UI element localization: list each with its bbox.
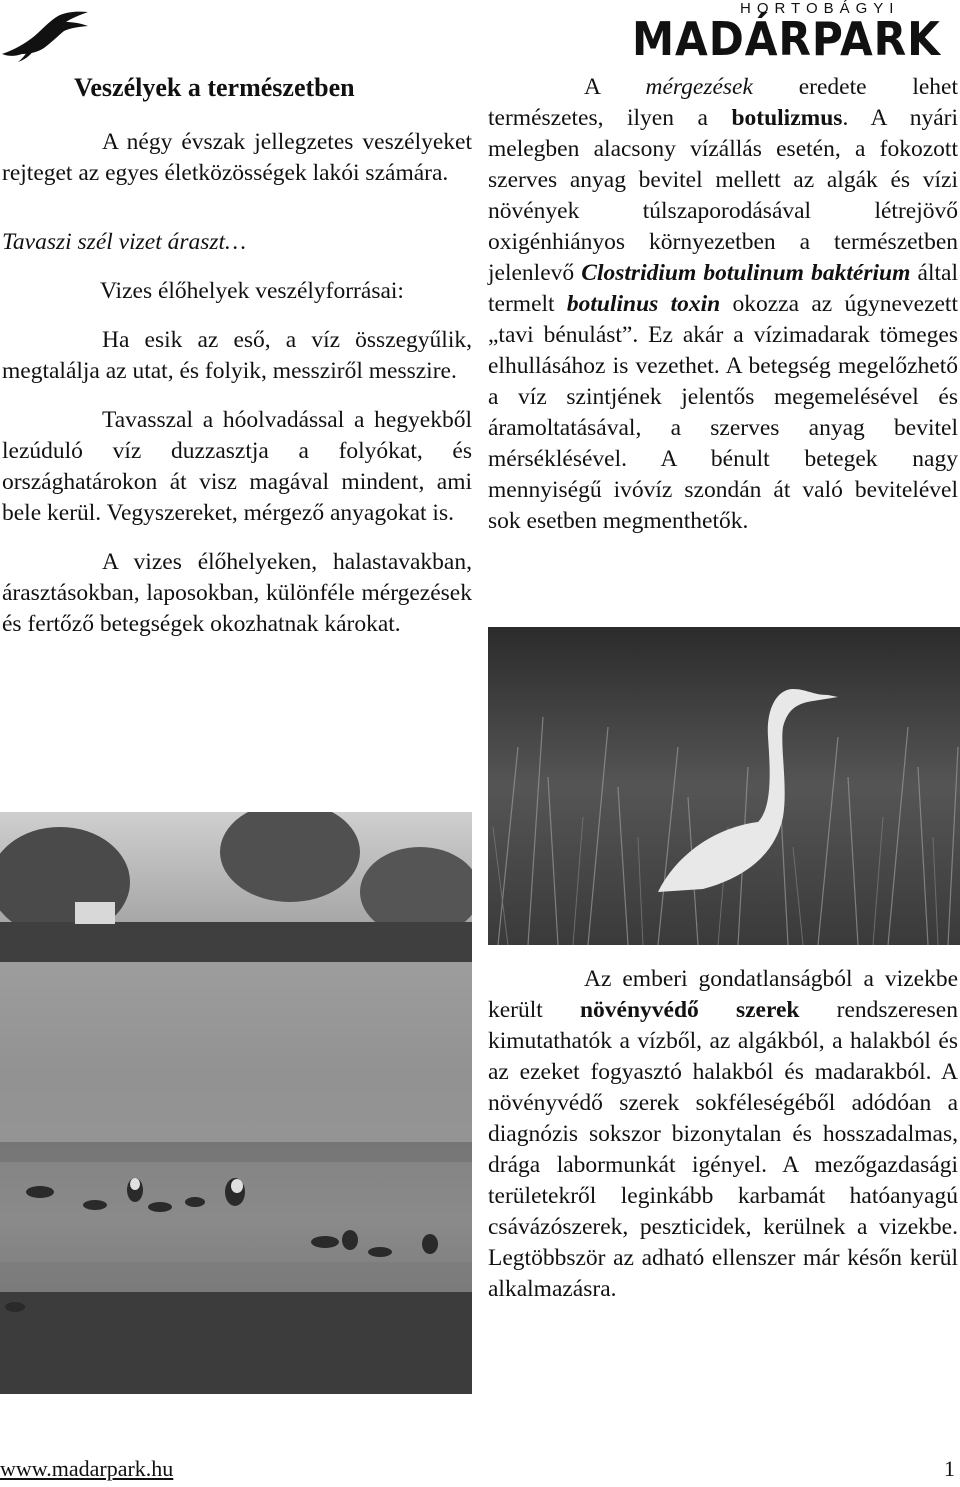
subheading: Vizes élőhelyek veszélyforrásai: (100, 278, 404, 304)
intro-paragraph: A négy évszak jellegzetes veszélyeket rejteget az egyes életközösségek lakói számára. (2, 129, 472, 186)
text-run: által termelt (488, 260, 958, 317)
text-run: rendszeresen kimutathatók a vízből, az algákból, a halakból és az ezeket fogyasztó halakból és madarakból. A növényvédő szerek sokféleségéből adódóan a diagnózis sokszor bizonytalan és hosszadalmas, drága labormunkát igényel. A mezőgazdasági területekről leginkább karbamát hatóanyagú csávázószerek, peszticidek, kerülnek a vizekbe. Legtöbbször az adható ellenszer már későn kerül alkalmazásra. (488, 997, 958, 1302)
egret-photo (488, 627, 960, 945)
bold-run: botulizmus (731, 105, 843, 131)
page-number: 1 (944, 1456, 955, 1481)
waders-photo (0, 812, 472, 1394)
paragraph-3: A vizes élőhelyeken, halastavakban, árasztásokban, laposokban, különféle mérgezések és fertőző betegségek okozhatnak károkat. (2, 549, 472, 637)
paragraph-2: Tavasszal a hóolvadással a hegyekből lezúduló víz duzzasztja a folyókat, és országhatárokon át visz magával mindent, ami bele kerül. Vegyszereket, mérgező anyagokat is. (2, 407, 472, 526)
bold-run: növényvédő szerek (579, 997, 800, 1023)
italic-heading: Tavaszi szél vizet áraszt… (2, 229, 246, 255)
text-run: okozza az úgynevezett „tavi bénulást”. Ez akár a vízimadarak tömeges elhullásához is vezethet. A betegség megelőzhető a víz szintjének jelentős megemelésével és áramoltatásával, a szerves anyag bevitel mérséklésével. A bénult betegek nagy mennyiségű ivóvíz szondán át való bevitelével sok esetben megmenthetők. (488, 291, 958, 534)
botulism-paragraph (488, 72, 958, 537)
footer-website-link[interactable]: www.madarpark.hu (0, 1456, 174, 1481)
logo-main-text: MADÁRPARK (632, 12, 941, 66)
bold-italic-run: Clostridium botulinum baktérium (581, 260, 911, 286)
paragraph-1: Ha esik az eső, a víz összegyűlik, megtalálja az utat, és folyik, messziről messzire. (2, 327, 472, 384)
text-run: A (584, 74, 646, 100)
text-run: Az emberi gondatlanságból a vizekbe került (488, 966, 958, 1023)
italic-run: mérgezések (645, 74, 753, 100)
logo-top-text: HORTOBÁGYI (740, 0, 900, 17)
pesticide-paragraph (488, 964, 958, 1305)
text-run: eredete lehet természetes, ilyen a (488, 74, 958, 131)
left-column (2, 72, 472, 640)
right-column-top (488, 72, 958, 537)
text-run: . A nyári melegben alacsony vízállás esetén, a fokozott szerves anyag bevitel mellett az algák és vízi növények túlszaporodásával létrejövő oxigénhiányos környezetben a természetben jelenlevő (488, 105, 958, 286)
right-column-bottom (488, 964, 958, 1305)
bold-italic-run: botulinus toxin (566, 291, 721, 317)
eagle-logo-icon (0, 4, 94, 64)
page-title: Veszélyek a természetben (74, 73, 355, 102)
